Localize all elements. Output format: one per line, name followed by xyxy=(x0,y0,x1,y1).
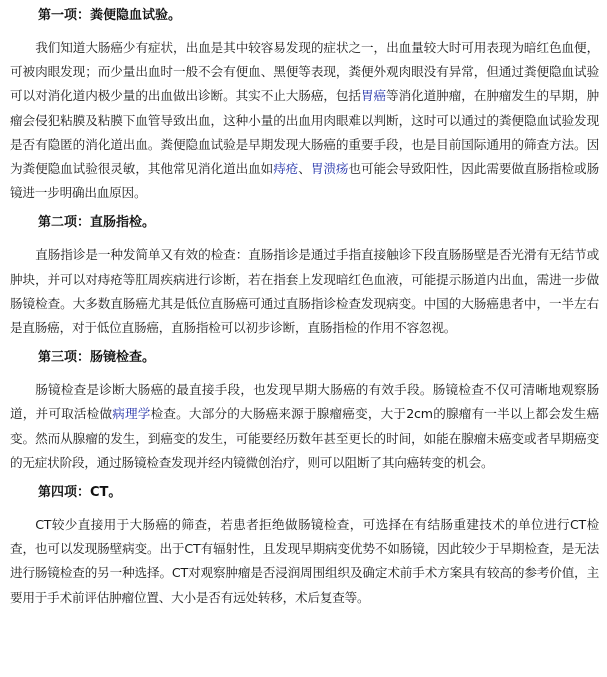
section-heading-3: 第三项：肠镜检查。 xyxy=(38,350,156,366)
link-gastric-ulcer[interactable]: 胃溃疡 xyxy=(310,161,349,177)
link-gastric-cancer[interactable]: 胃癌 xyxy=(360,88,387,104)
section-heading-1: 第一项：粪便隐血试验。 xyxy=(38,8,182,23)
text-span: CT较少直接用于大肠癌的筛查，若患者拒绝做肠镜检查，可选择在有结肠重建技术的单位进行CT检查，也可以发现肠壁病变。出于CT有辐射性，且发现早期病变优势不如肠镜，因此较少于早期检查，是无法进行肠镜检查的另一种选择。CT对观察肿瘤是否浸润周围组织及确定术前手术方案具有较高的参考价值，主要用于手术前评估肿瘤位置、大小是否有远处转移，术后复查等。 xyxy=(10,517,599,605)
text-span: 也可能会导致阳性，因此需要做直肠指检或肠镜进一步明确出血原因。 xyxy=(10,161,599,201)
section-heading-4: 第四项：CT。 xyxy=(38,485,122,501)
link-hemorrhoids[interactable]: 痔疮 xyxy=(273,161,299,177)
text-span: 、 xyxy=(298,161,311,177)
section-paragraph-4 xyxy=(10,513,599,610)
section-paragraph-1 xyxy=(10,36,599,205)
text-span: 检查。大部分的大肠癌来源于腺瘤癌变，大于2cm的腺瘤有一半以上都会发生癌变。然而从腺瘤的发生，到癌变的发生，可能要经历数年甚至更长的时间，如能在腺瘤未癌变或者早期癌变的无症状阶段，通过肠镜检查发现并经内镜微创治疗，则可以阻断了其向癌转变的机会。 xyxy=(10,406,599,470)
text-span: 我们知道大肠癌少有症状，出血是其中较容易发现的症状之一，出血量较大时可用表现为暗红色血便，可被肉眼发现；而少量出血时一般不会有便血、黑便等表现，粪便外观肉眼没有异常，但通过粪便隐血试验可以对消化道内极少量的出血做出诊断。其实不止大肠癌，包括 xyxy=(10,40,599,104)
text-span: 肠镜检查是诊断大肠癌的最直接手段，也发现早期大肠癌的有效手段。肠镜检查不仅可清晰地观察肠道，并可取活检做 xyxy=(10,382,599,422)
section-paragraph-2 xyxy=(10,243,599,340)
text-span: 直肠指诊是一种发简单又有效的检查：直肠指诊是通过手指直接触诊下段直肠肠壁是否光滑有无结节或肿块，并可以对痔疮等肛周疾病进行诊断，若在指套上发现暗红色血液，可能提示肠道内出血，需进一步做肠镜检查。大多数直肠癌尤其是低位直肠癌可通过直肠指诊检查发现病变。中国的大肠癌患者中，一半左右是直肠癌，对于低位直肠癌，直肠指检可以初步诊断，直肠指检的作用不容忽视。 xyxy=(10,247,599,336)
section-paragraph-3 xyxy=(10,378,599,475)
link-pathology[interactable]: 病理学 xyxy=(112,406,151,422)
text-span: 等消化道肿瘤，在肿瘤发生的早期，肿瘤会侵犯粘膜及粘膜下血管导致出血，这种小量的出血用肉眼难以判断，这时可以通过的粪便隐血试验发现是否有隐匿的消化道出血。粪便隐血试验是早期发现大肠癌的重要手段，也是目前国际通用的筛查方法。因为粪便隐血试验很灵敏，其他常见消化道出血如 xyxy=(10,88,599,177)
section-heading-2: 第二项：直肠指检。 xyxy=(38,215,156,231)
